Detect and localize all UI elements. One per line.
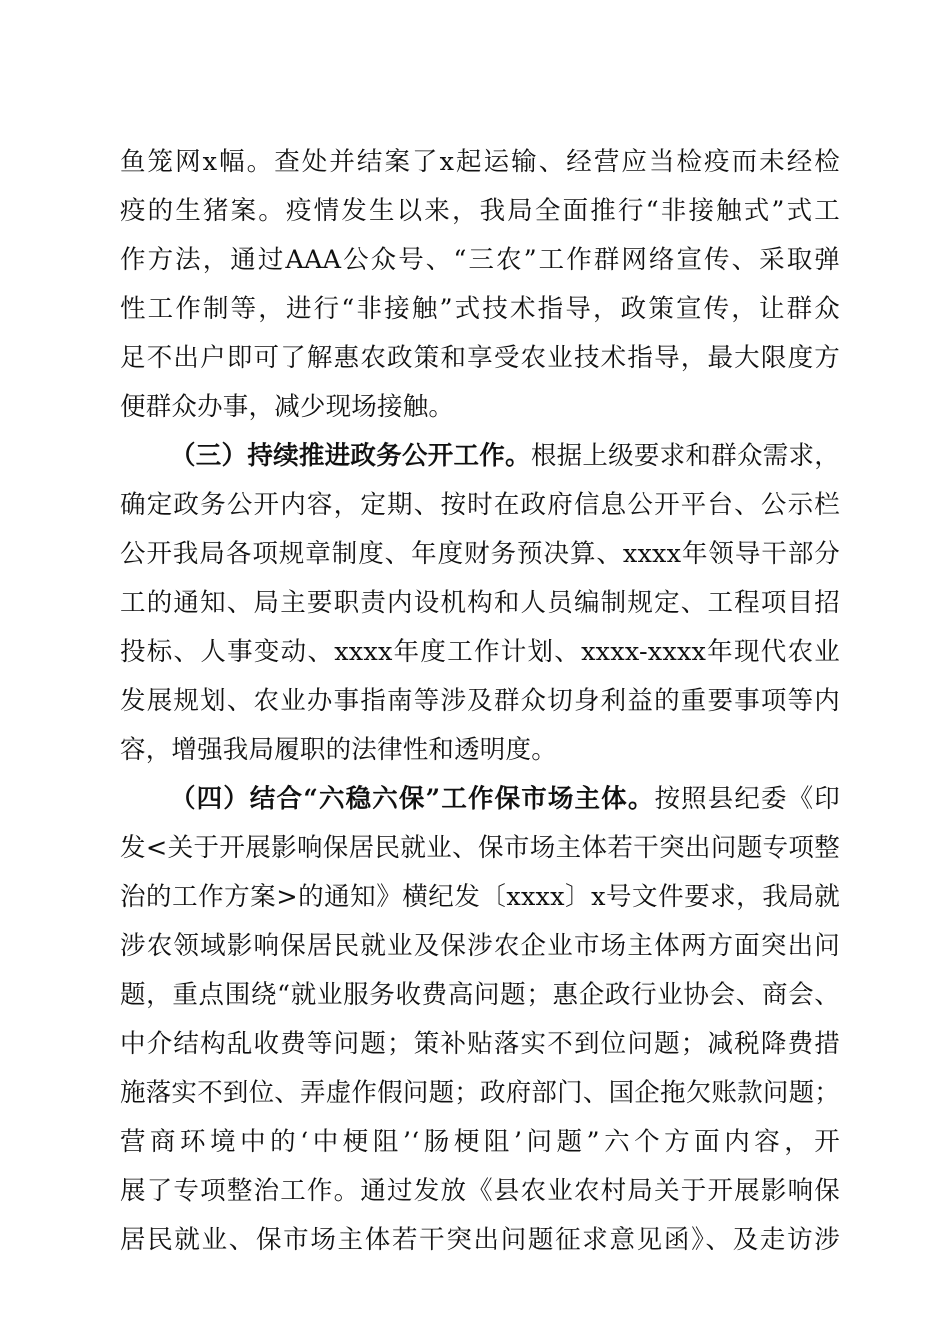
text-line: 作方法，通过AAA公众号、“三农”工作群网络宣传、采取弹: [120, 245, 840, 275]
text-line: 公开我局各项规章制度、年度财务预决算、xxxx年领导干部分: [120, 539, 840, 569]
section-heading-line: [170, 779, 840, 819]
text-line: 施落实不到位、弄虚作假问题；政府部门、国企拖欠账款问题；: [120, 1078, 840, 1108]
text-line: 居民就业、保市场主体若干突出问题征求意见函》、及走访涉: [120, 1225, 840, 1255]
text-line: 涉农领域影响保居民就业及保涉农企业市场主体两方面突出问: [120, 931, 840, 961]
text-line: 营商环境中的‘中梗阻’‘肠梗阻’问题”六个方面内容，开: [120, 1127, 840, 1157]
text-line: 性工作制等，进行“非接触”式技术指导，政策宣传，让群众: [120, 294, 840, 324]
heading-line-rest: 根据上级要求和群众需求，: [530, 441, 840, 471]
text-line: 鱼笼网x幅。查处并结案了x起运输、经营应当检疫而未经检: [120, 147, 840, 177]
text-line: 题，重点围绕“就业服务收费高问题；惠企政行业协会、商会、: [120, 980, 840, 1010]
text-line: 投标、人事变动、xxxx年度工作计划、xxxx-xxxx年现代农业: [120, 637, 840, 667]
section-heading: （四）结合“六稳六保”工作保市场主体。: [170, 784, 655, 814]
text-line: 确定政务公开内容，定期、按时在政府信息公开平台、公示栏: [120, 490, 840, 520]
text-line: 发展规划、农业办事指南等涉及群众切身利益的重要事项等内: [120, 686, 840, 716]
text-line: 工的通知、局主要职责内设机构和人员编制规定、工程项目招: [120, 588, 840, 618]
text-line: 中介结构乱收费等问题；策补贴落实不到位问题；减税降费措: [120, 1029, 840, 1059]
text-line: 容，增强我局履职的法律性和透明度。: [120, 735, 557, 765]
text-line: 治的工作方案>的通知》横纪发〔xxxx〕x号文件要求，我局就: [120, 882, 840, 912]
section-heading: （三）持续推进政务公开工作。: [170, 441, 531, 471]
text-line: 发<关于开展影响保居民就业、保市场主体若干突出问题专项整: [120, 833, 840, 863]
text-line: 展了专项整治工作。通过发放《县农业农村局关于开展影响保: [120, 1176, 840, 1206]
text-line: 疫的生猪案。疫情发生以来，我局全面推行“非接触式”式工: [120, 196, 840, 226]
heading-line-rest: 按照县纪委《印: [654, 784, 840, 814]
section-heading-line: [170, 436, 840, 476]
text-line: 足不出户即可了解惠农政策和享受农业技术指导，最大限度方: [120, 343, 840, 373]
text-line: 便群众办事，减少现场接触。: [120, 392, 455, 422]
